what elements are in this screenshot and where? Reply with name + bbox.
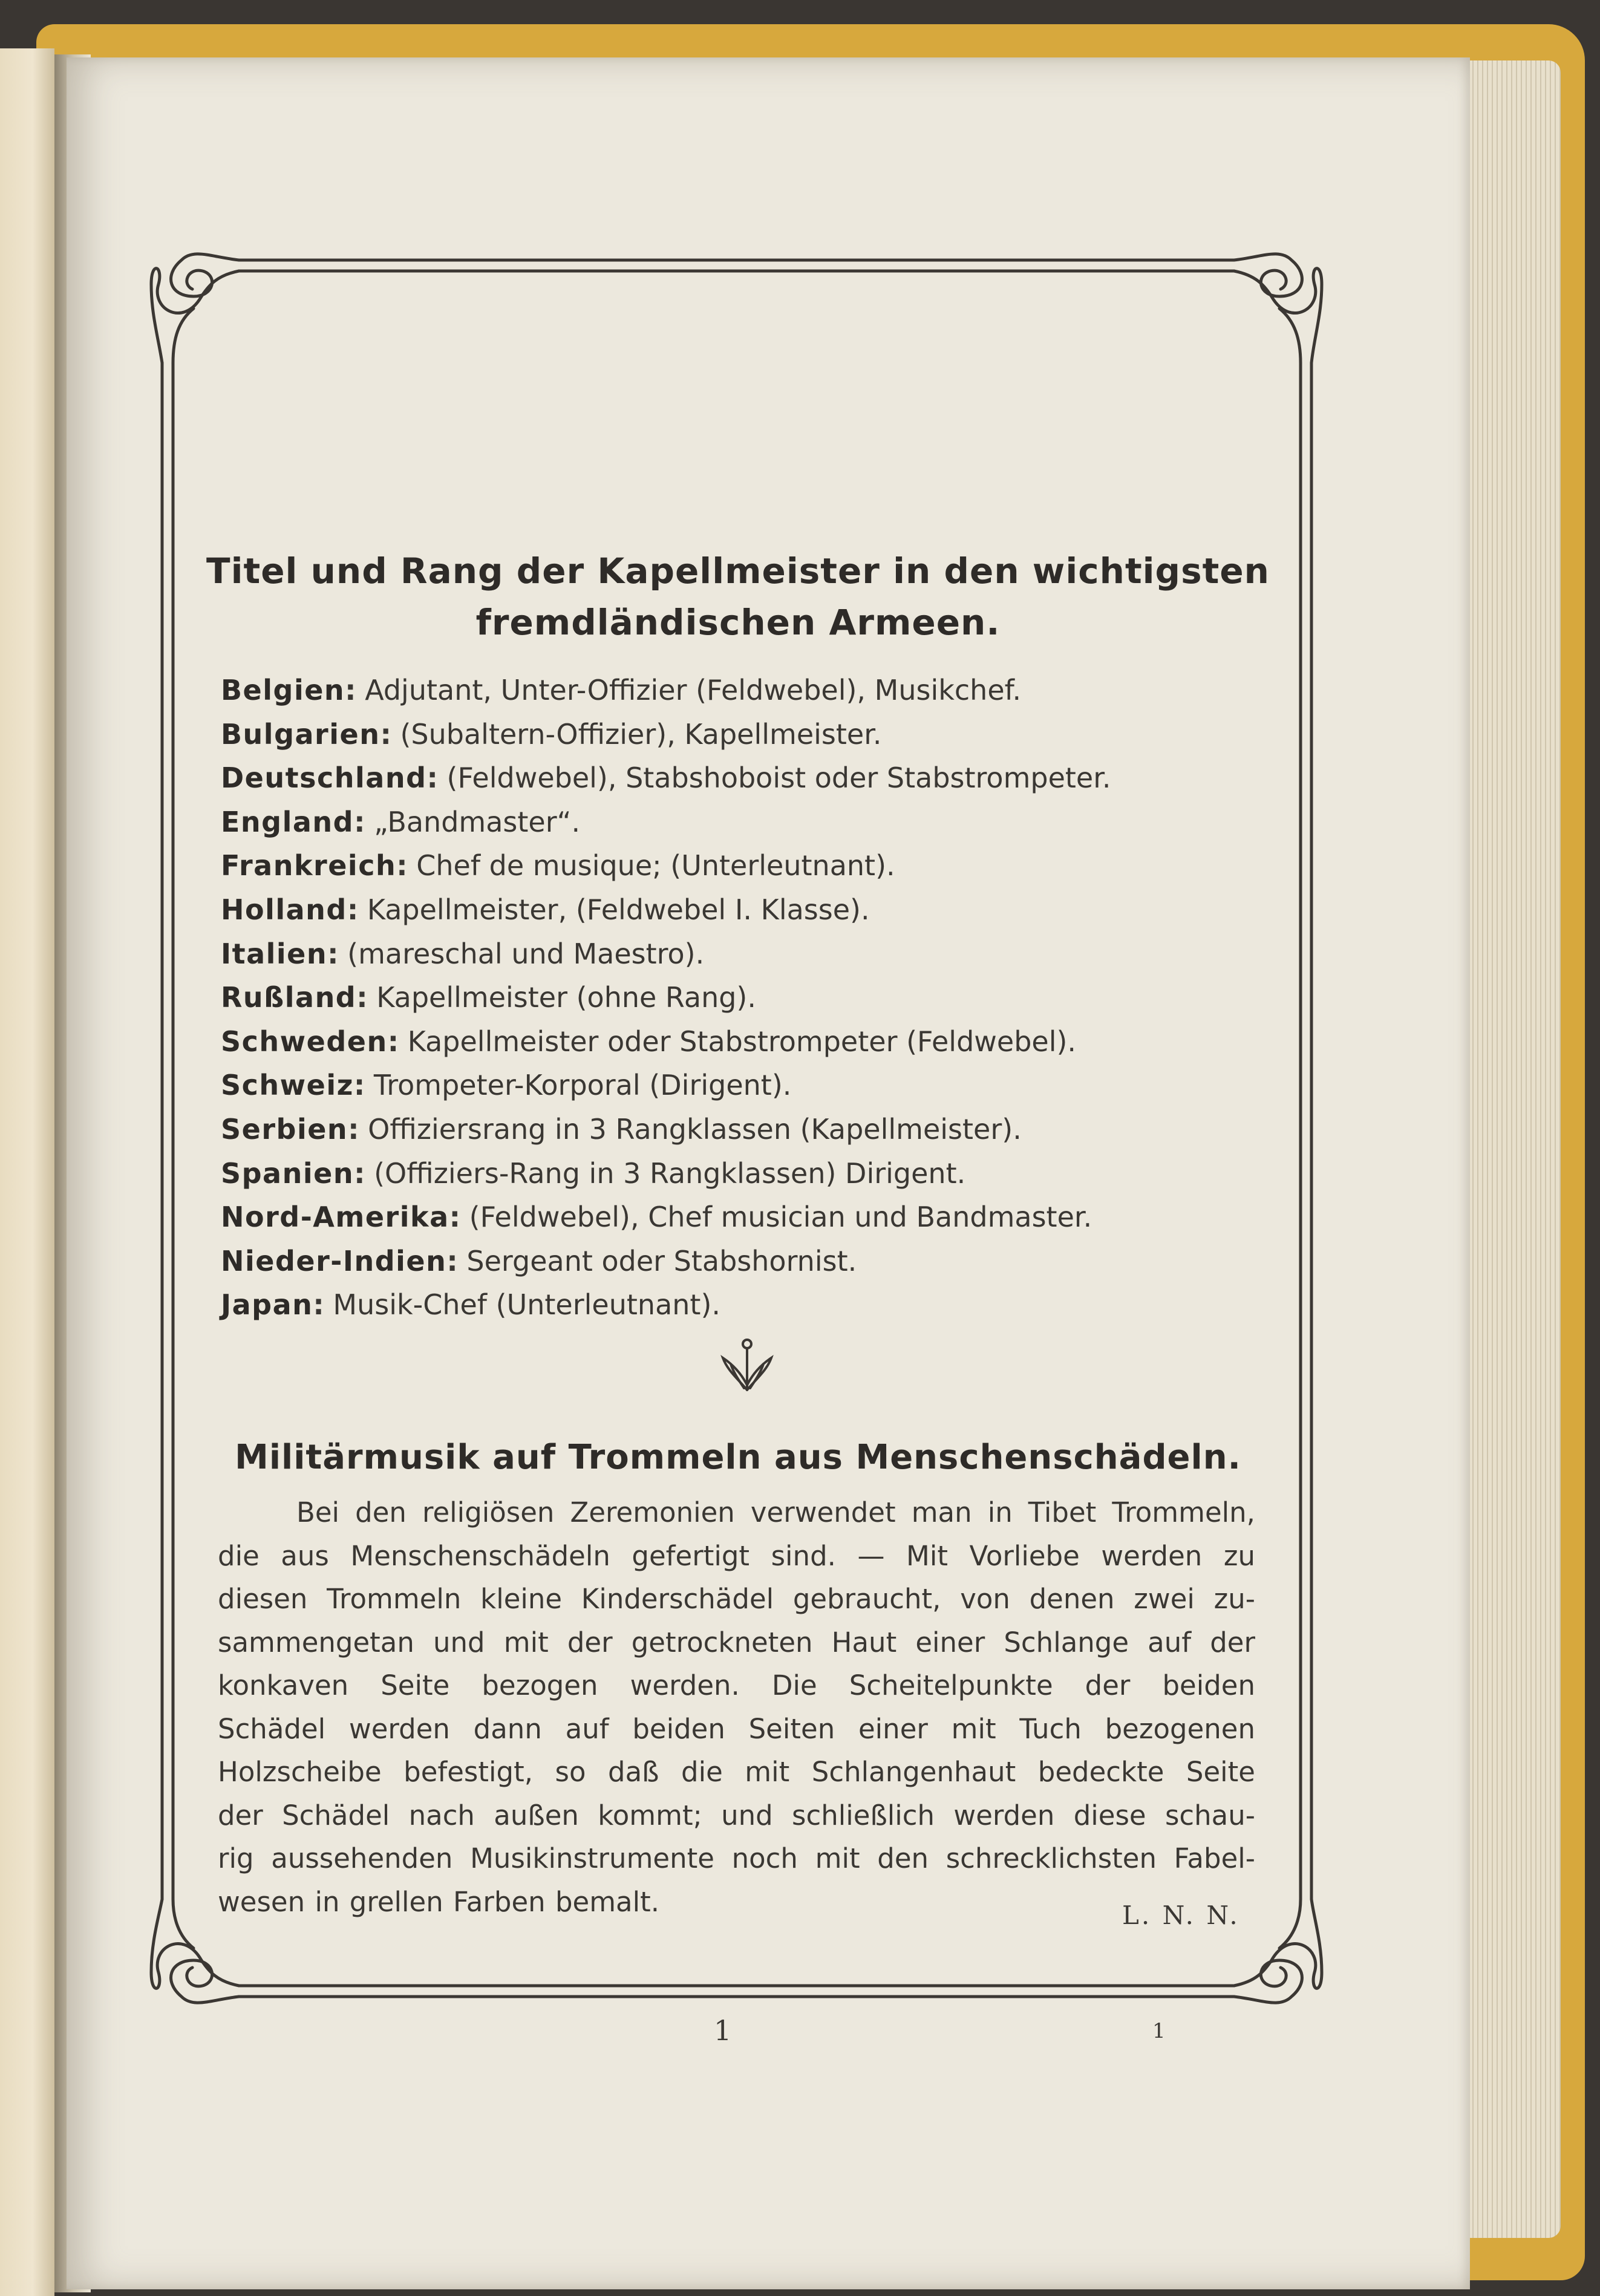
country-name: Schweden (221, 1025, 388, 1058)
rank-entry (221, 1152, 1310, 1196)
rank-description: Musik-Chef (Unterleutnant). (324, 1288, 721, 1322)
article-title-line-1: Titel und Rang der Kapellmeister in den wichtigsten (206, 550, 1270, 592)
rank-description: Chef de musique; (Unterleutnant). (407, 849, 895, 882)
country-name: Frankreich (221, 849, 397, 882)
rank-entry (221, 800, 1310, 844)
paragraph-line: der Schädel nach außen kommt; und schließlich werden diese schau- (218, 1799, 1255, 1831)
rank-entry (221, 1195, 1310, 1239)
country-name: Belgien (221, 674, 345, 706)
rank-entry (221, 756, 1310, 800)
country-name: Nieder-Indien (221, 1244, 447, 1277)
country-separator: : (449, 1201, 461, 1234)
paragraph-line: Bei den religiösen Zeremonien verwendet man in Tibet Trommeln, (296, 1496, 1255, 1528)
rank-entry (221, 1020, 1310, 1064)
country-name: Spanien (221, 1156, 354, 1190)
country-separator: : (396, 849, 408, 882)
country-name: Deutschland (221, 762, 427, 795)
leaf-ornament-icon (720, 1337, 774, 1394)
rank-entry (221, 932, 1310, 976)
rank-description: Adjutant, Unter-Offizier (Feldwebel), Musikchef. (356, 674, 1022, 706)
country-name: Holland (221, 893, 347, 926)
rank-description: „Bandmaster“. (365, 805, 581, 838)
rank-description: (Subaltern-Offizier), Kapellmeister. (391, 717, 882, 751)
rank-description: (Feldwebel), Stabshoboist oder Stabstrompeter. (437, 762, 1111, 795)
paragraph-line: die aus Menschenschädeln gefertigt sind. — Mit Vorliebe werden zu (218, 1539, 1255, 1572)
rank-description: Trompeter-Korporal (Dirigent). (365, 1069, 792, 1102)
paragraph-line: Schädel werden dann auf beiden Seiten einer mit Tuch bezogenen (218, 1712, 1255, 1745)
rank-description: Sergeant oder Stabshornist. (457, 1244, 857, 1277)
page-number-secondary: 1 (1152, 2019, 1166, 2043)
rank-entry (221, 1107, 1310, 1152)
country-separator: : (354, 805, 365, 838)
author-signature: L. N. N. (1122, 1900, 1240, 1930)
rank-entry (221, 1239, 1310, 1283)
country-separator: : (387, 1025, 399, 1058)
country-separator: : (313, 1288, 324, 1322)
country-separator: : (327, 937, 339, 970)
rank-entry (221, 713, 1310, 757)
rank-description: (Feldwebel), Chef musician und Bandmaster. (460, 1201, 1092, 1234)
article-2-title: Militärmusik auf Trommeln aus Menschenschädeln. (235, 1438, 1241, 1477)
paragraph-line: konkaven Seite bezogen werden. Die Scheitelpunkte der beiden (218, 1669, 1255, 1701)
country-separator: : (345, 674, 356, 706)
country-name: Serbien (221, 1112, 348, 1146)
country-name: Schweiz (221, 1069, 354, 1102)
rank-entry (221, 668, 1310, 713)
rank-description: Kapellmeister oder Stabstrompeter (Feldwebel). (399, 1025, 1077, 1058)
country-separator: : (426, 762, 438, 795)
country-name: Bulgarien (221, 717, 380, 751)
rank-description: (Offiziers-Rang in 3 Rangklassen) Dirigent. (365, 1156, 966, 1190)
country-separator: : (380, 717, 391, 751)
rank-entry (221, 1283, 1310, 1327)
country-name: Rußland (221, 981, 357, 1014)
country-separator: : (356, 981, 368, 1014)
country-separator: : (348, 1112, 359, 1146)
country-separator: : (353, 1069, 365, 1102)
article-title-line-2: fremdländischen Armeen. (475, 602, 1001, 643)
page-number: 1 (714, 2014, 732, 2047)
rank-description: Offiziersrang in 3 Rangklassen (Kapellmeister). (359, 1112, 1022, 1146)
paragraph-line: diesen Trommeln kleine Kinderschädel gebraucht, von denen zwei zu- (218, 1583, 1255, 1615)
paragraph-line: sammengetan und mit der getrockneten Haut einer Schlange auf der (218, 1626, 1255, 1658)
paragraph-line: wesen in grellen Farben bemalt. (218, 1885, 660, 1918)
paragraph-line: Holzscheibe befestigt, so daß die mit Schlangenhaut bedeckte Seite (218, 1756, 1255, 1788)
rank-entry (221, 976, 1310, 1020)
rank-list (221, 668, 1310, 1327)
country-separator: : (354, 1156, 365, 1190)
country-name: England (221, 805, 354, 838)
rank-entry (221, 844, 1310, 888)
article-2-body (218, 1491, 1255, 1923)
country-name: Nord-Amerika (221, 1201, 449, 1234)
country-separator: : (446, 1244, 458, 1277)
paragraph-line: rig aussehenden Musikinstrumente noch mit den schrecklichsten Fabel- (218, 1842, 1255, 1874)
rank-description: (mareschal und Maestro). (338, 937, 705, 970)
rank-description: Kapellmeister (ohne Rang). (367, 981, 756, 1014)
rank-entry (221, 1063, 1310, 1107)
country-name: Italien (221, 937, 328, 970)
rank-entry (221, 888, 1310, 932)
country-name: Japan (221, 1288, 313, 1322)
country-separator: : (347, 893, 359, 926)
rank-description: Kapellmeister, (Feldwebel I. Klasse). (358, 893, 870, 926)
